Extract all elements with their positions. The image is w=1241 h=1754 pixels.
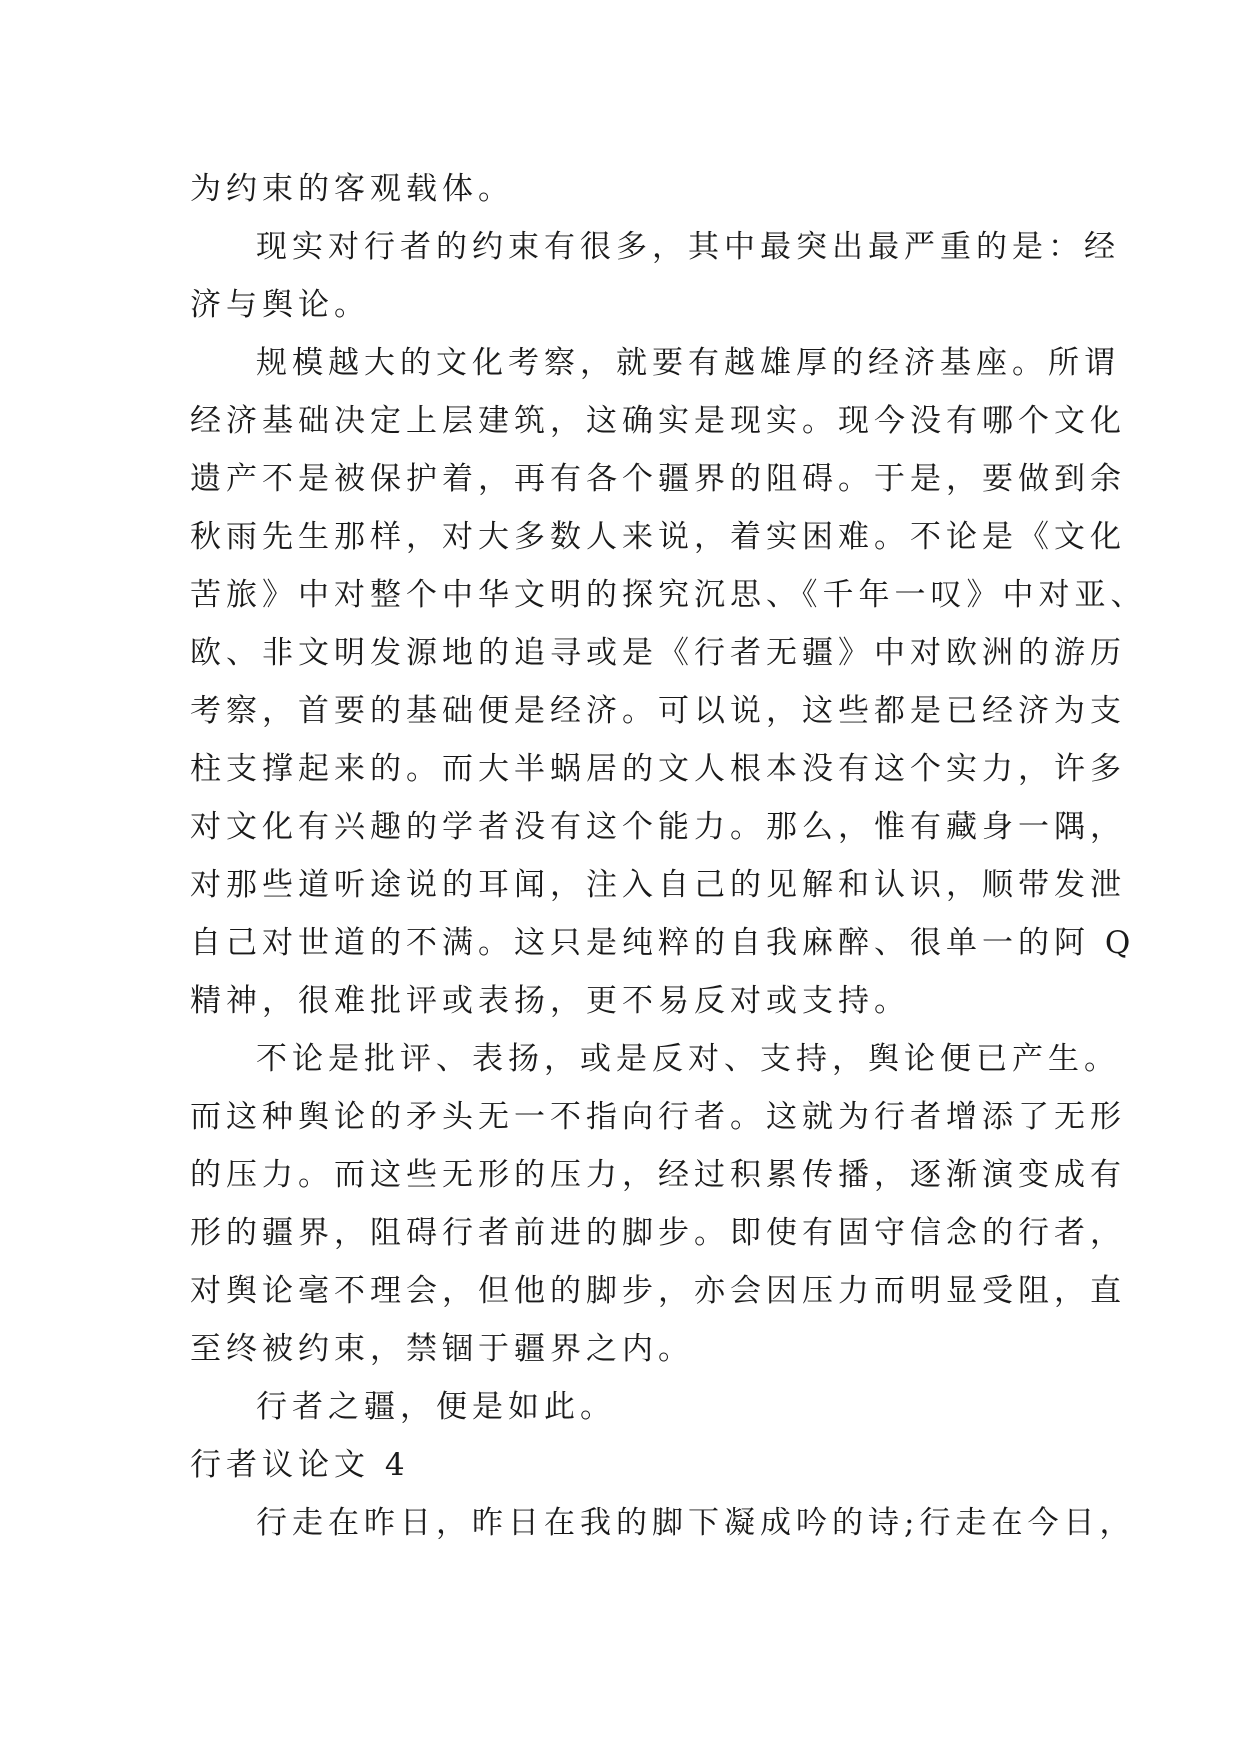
text-line: 对文化有兴趣的学者没有这个能力。那么，惟有藏身一隅， bbox=[190, 809, 1126, 845]
text-line: 对舆论毫不理会，但他的脚步，亦会因压力而明显受阻，直 bbox=[190, 1273, 1126, 1309]
text-line: 形的疆界，阻碍行者前进的脚步。即使有固守信念的行者， bbox=[190, 1215, 1126, 1251]
text-line: 经济基础决定上层建筑，这确实是现实。现今没有哪个文化 bbox=[190, 403, 1126, 439]
document-body bbox=[190, 160, 1147, 1552]
text-line: 对那些道听途说的耳闻，注入自己的见解和认识，顺带发泄 bbox=[190, 867, 1126, 903]
text-line: 柱支撑起来的。而大半蜗居的文人根本没有这个实力，许多 bbox=[190, 751, 1126, 787]
text-line: 欧、非文明发源地的追寻或是《行者无疆》中对欧洲的游历 bbox=[190, 635, 1126, 671]
text-line: 自己对世道的不满。这只是纯粹的自我麻醉、很单一的阿 Q bbox=[190, 925, 1136, 961]
text-line: 精神，很难批评或表扬，更不易反对或支持。 bbox=[190, 983, 910, 1019]
text-line: 苦旅》中对整个中华文明的探究沉思、《千年一叹》中对亚、 bbox=[190, 577, 1147, 613]
text-line: 不论是批评、表扬，或是反对、支持，舆论便已产生。 bbox=[256, 1041, 1120, 1077]
text-line: 的压力。而这些无形的压力，经过积累传播，逐渐演变成有 bbox=[190, 1157, 1126, 1193]
text-line: 为约束的客观载体。 bbox=[190, 171, 514, 207]
text-line: 现实对行者的约束有很多，其中最突出最严重的是：经 bbox=[256, 229, 1120, 265]
text-line: 秋雨先生那样，对大多数人来说，着实困难。不论是《文化 bbox=[190, 519, 1126, 555]
text-line: 行者之疆，便是如此。 bbox=[256, 1389, 616, 1425]
text-line: 至终被约束，禁锢于疆界之内。 bbox=[190, 1331, 694, 1367]
text-line: 规模越大的文化考察，就要有越雄厚的经济基座。所谓 bbox=[256, 345, 1120, 381]
text-line: 而这种舆论的矛头无一不指向行者。这就为行者增添了无形 bbox=[190, 1099, 1126, 1135]
text-line: 行走在昨日，昨日在我的脚下凝成吟的诗;行走在今日， bbox=[256, 1505, 1136, 1541]
section-heading: 行者议论文 4 bbox=[190, 1447, 410, 1483]
text-line: 考察，首要的基础便是经济。可以说，这些都是已经济为支 bbox=[190, 693, 1126, 729]
text-line: 济与舆论。 bbox=[190, 287, 370, 323]
text-line: 遗产不是被保护着，再有各个疆界的阻碍。于是，要做到余 bbox=[190, 461, 1126, 497]
